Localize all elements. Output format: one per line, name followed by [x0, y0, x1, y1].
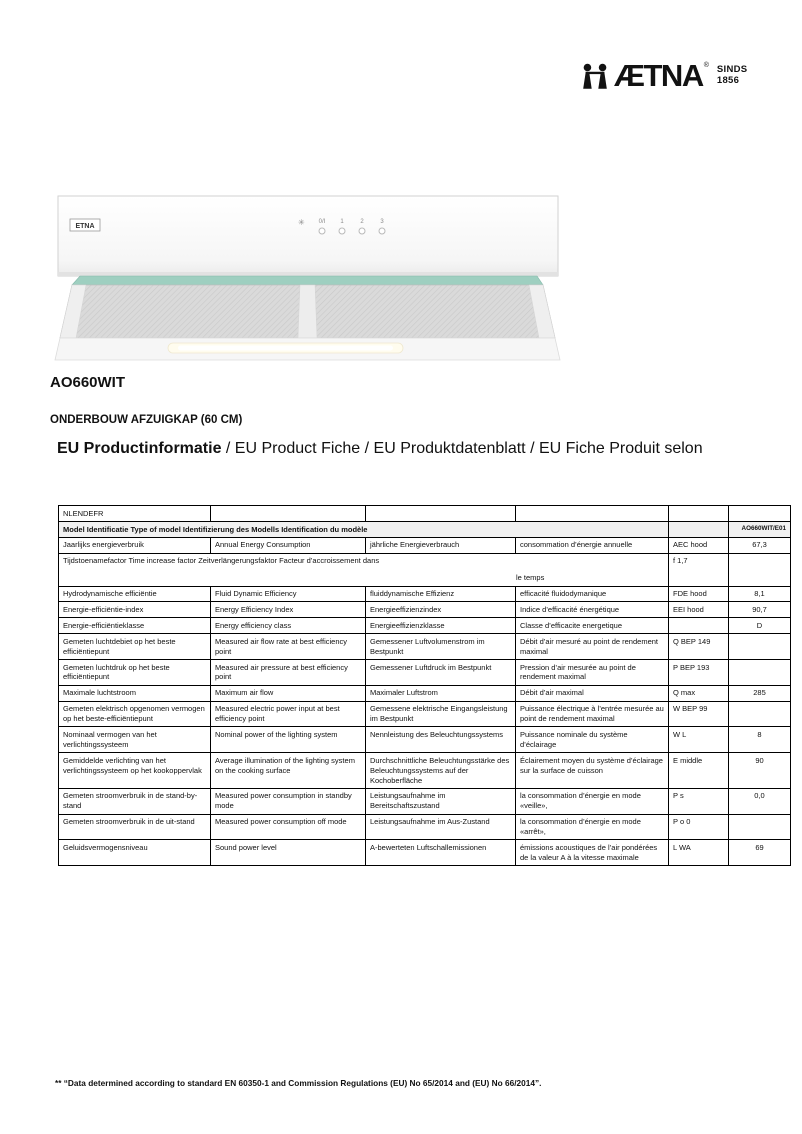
brand-tagline	[717, 65, 748, 87]
cell-symbol: FDE hood	[669, 586, 729, 602]
cell-de: Maximaler Luftstrom	[366, 685, 516, 701]
cell-en: Maximum air flow	[211, 685, 366, 701]
cell-value	[729, 634, 791, 660]
cell-de: Leistungsaufnahme im Bereitschaftszustand	[366, 788, 516, 814]
cell-fr: émissions acoustiques de l’air pondérées de la valeur A à la vitesse maximale	[516, 840, 669, 866]
cell-nl: Energie-efficiëntie-index	[59, 602, 211, 618]
cell-fr: Éclairement moyen du système d’éclairage sur la surface de cuisson	[516, 753, 669, 789]
cell-symbol	[669, 522, 729, 538]
badge-label: ETNA	[75, 223, 95, 230]
cell-nl: Gemeten luchtdebiet op het beste efficiëntiepunt	[59, 634, 211, 660]
table-row	[59, 788, 791, 814]
cell-de: Durchschnittliche Beleuchtungsstärke des Beleuchtungssystems auf der Kochoberfläche	[366, 753, 516, 789]
cell-symbol	[669, 618, 729, 634]
table-row	[59, 660, 791, 686]
table-row	[59, 618, 791, 634]
cell-symbol: f 1,7	[669, 553, 729, 586]
cell-symbol: P s	[669, 788, 729, 814]
model-label-cell: Model Identificatie Type of model Identifizierung des Modells Identification du modèle	[59, 522, 669, 538]
cell-span	[59, 553, 669, 586]
cell-de: Nennleistung des Beleuchtungssystems	[366, 727, 516, 753]
cell-de: A-bewerteten Luftschallemissionen	[366, 840, 516, 866]
cell-fr: Classe d’efficacite energetique	[516, 618, 669, 634]
fan-icon: ✳	[298, 218, 305, 227]
cell-de: jährliche Energieverbrauch	[366, 537, 516, 553]
product-image	[50, 190, 570, 375]
model-identification-row	[59, 522, 791, 538]
header-cell	[211, 506, 366, 522]
cell-de: Gemessene elektrische Eingangsleistung im Bestpunkt	[366, 701, 516, 727]
cell-span-line1: Tijdstoenamefactor Time increase factor Zeitverlängerungsfaktor Facteur d’accroissement dans	[63, 556, 380, 566]
cell-de: Gemessener Luftdruck im Bestpunkt	[366, 660, 516, 686]
cell-span-line2: le temps	[516, 573, 545, 583]
table-row	[59, 602, 791, 618]
cell-value: 69	[729, 840, 791, 866]
cell-fr: efficacité fluidodymanique	[516, 586, 669, 602]
table-row	[59, 814, 791, 840]
etna-figures-icon	[578, 63, 612, 89]
speed2-button	[359, 228, 365, 234]
cell-symbol: L WA	[669, 840, 729, 866]
cell-value: 67,3	[729, 537, 791, 553]
cell-de: Energieeffizienzindex	[366, 602, 516, 618]
cell-en: Annual Energy Consumption	[211, 537, 366, 553]
fiche-heading	[57, 440, 703, 458]
model-value-cell: AO660WIT/E01	[729, 522, 791, 538]
cell-fr: Puissance électrique à l’entrée mesurée au point de rendement maximal	[516, 701, 669, 727]
product-subtitle: ONDERBOUW AFZUIGKAP (60 CM)	[50, 414, 243, 426]
cell-en: Sound power level	[211, 840, 366, 866]
cell-value	[729, 553, 791, 586]
cell-nl: Gemeten luchtdruk op het beste efficiëntiepunt	[59, 660, 211, 686]
header-cell	[366, 506, 516, 522]
table-row	[59, 727, 791, 753]
header-cell	[669, 506, 729, 522]
cell-en: Nominal power of the lighting system	[211, 727, 366, 753]
cell-nl: Hydrodynamische efficiëntie	[59, 586, 211, 602]
filter-divider	[298, 285, 317, 338]
cell-nl: Nominaal vermogen van het verlichtingssysteem	[59, 727, 211, 753]
control-label: 2	[360, 219, 364, 225]
table-row	[59, 701, 791, 727]
cell-value	[729, 701, 791, 727]
cell-en: Measured electric power input at best efficiency point	[211, 701, 366, 727]
table-row	[59, 586, 791, 602]
cell-en: Fluid Dynamic Efficiency	[211, 586, 366, 602]
cell-symbol: W BEP 99	[669, 701, 729, 727]
cell-en: Measured power consumption off mode	[211, 814, 366, 840]
cell-en: Measured air flow rate at best efficiency point	[211, 634, 366, 660]
cell-symbol: P BEP 193	[669, 660, 729, 686]
light-strip-glow	[178, 346, 393, 351]
etna-badge	[70, 219, 100, 231]
cell-fr: Débit d’air maximal	[516, 685, 669, 701]
tagline-line2: 1856	[716, 74, 740, 86]
cell-symbol: E middle	[669, 753, 729, 789]
header-langs-cell: NLENDEFR	[59, 506, 211, 522]
cell-nl: Maximale luchtstroom	[59, 685, 211, 701]
cell-fr: la consommation d’énergie en mode «arrêt»,	[516, 814, 669, 840]
cell-symbol: W L	[669, 727, 729, 753]
cell-fr: Débit d’air mesuré au point de rendement maximal	[516, 634, 669, 660]
power-button	[319, 228, 325, 234]
cell-value: 8	[729, 727, 791, 753]
cell-value	[729, 814, 791, 840]
cell-value	[729, 660, 791, 686]
header-cell	[516, 506, 669, 522]
cell-fr: consommation d’énergie annuelle	[516, 537, 669, 553]
cell-value: 90,7	[729, 602, 791, 618]
table-row	[59, 753, 791, 789]
cell-nl: Energie-efficiëntieklasse	[59, 618, 211, 634]
cell-de: Leistungsaufnahme im Aus-Zustand	[366, 814, 516, 840]
model-title: AO660WIT	[50, 374, 126, 391]
cooker-hood-illustration	[50, 190, 570, 370]
footnote: ** “Data determined according to standard EN 60350-1 and Commission Regulations (EU) No 65/2014 and (EU) No 66/2014”.	[55, 1078, 542, 1088]
glass-rim	[72, 276, 543, 285]
cell-nl: Gemeten stroomverbruik in de stand-by- stand	[59, 788, 211, 814]
cell-nl: Jaarlijks energieverbruik	[59, 537, 211, 553]
cell-de: Energieeffizienzklasse	[366, 618, 516, 634]
cell-value: D	[729, 618, 791, 634]
tagline-line1: SINDS	[716, 63, 748, 75]
cell-en: Average illumination of the lighting system on the cooking surface	[211, 753, 366, 789]
hood-body	[58, 196, 558, 276]
cell-symbol: P o 0	[669, 814, 729, 840]
cell-symbol: AEC hood	[669, 537, 729, 553]
table-row	[59, 685, 791, 701]
table-row	[59, 537, 791, 553]
table-row	[59, 634, 791, 660]
product-fiche	[58, 505, 791, 866]
brand-header	[578, 60, 747, 91]
control-label: 3	[380, 219, 384, 225]
cell-fr: Indice d’efficacité énergétique	[516, 602, 669, 618]
speed3-button	[379, 228, 385, 234]
table-row	[59, 840, 791, 866]
cell-fr: Puissance nominale du système d’éclairage	[516, 727, 669, 753]
cell-en: Energy Efficiency Index	[211, 602, 366, 618]
etna-logo	[578, 60, 747, 91]
hood-body-edge	[58, 272, 558, 276]
cell-en: Energy efficiency class	[211, 618, 366, 634]
fiche-heading-rest: / EU Product Fiche / EU Produktdatenblatt / EU Fiche Produit selon	[221, 440, 703, 457]
cell-nl: Gemeten stroomverbruik in de uit-stand	[59, 814, 211, 840]
table-header-row	[59, 506, 791, 522]
cell-nl: Geluidsvermogensniveau	[59, 840, 211, 866]
cell-fr: la consommation d’énergie en mode «veille»,	[516, 788, 669, 814]
header-cell	[729, 506, 791, 522]
cell-symbol: Q max	[669, 685, 729, 701]
cell-symbol: EEI hood	[669, 602, 729, 618]
cell-value: 0,0	[729, 788, 791, 814]
cell-value: 90	[729, 753, 791, 789]
cell-fr: Pression d’air mesurée au point de rendement maximal	[516, 660, 669, 686]
cell-en: Measured air pressure at best efficiency point	[211, 660, 366, 686]
cell-nl: Gemiddelde verlichting van het verlichtingssysteem op het kookoppervlak	[59, 753, 211, 789]
cell-de: Gemessener Luftvolumenstrom im Bestpunkt	[366, 634, 516, 660]
brand-wordmark: ÆTNA	[614, 58, 703, 93]
cell-nl: Gemeten elektrisch opgenomen vermogen op het beste-efficiëntiepunt	[59, 701, 211, 727]
table-row	[59, 553, 791, 586]
cell-en: Measured power consumption in standby mode	[211, 788, 366, 814]
cell-de: fluiddynamische Effizienz	[366, 586, 516, 602]
fiche-heading-bold: EU Productinformatie	[57, 440, 222, 457]
registered-mark: ®	[703, 62, 709, 69]
control-label: 0/I	[318, 219, 326, 225]
control-label: 1	[340, 219, 344, 225]
cell-symbol: Q BEP 149	[669, 634, 729, 660]
product-fiche-table	[58, 505, 791, 866]
cell-value: 8,1	[729, 586, 791, 602]
speed1-button	[339, 228, 345, 234]
cell-value: 285	[729, 685, 791, 701]
